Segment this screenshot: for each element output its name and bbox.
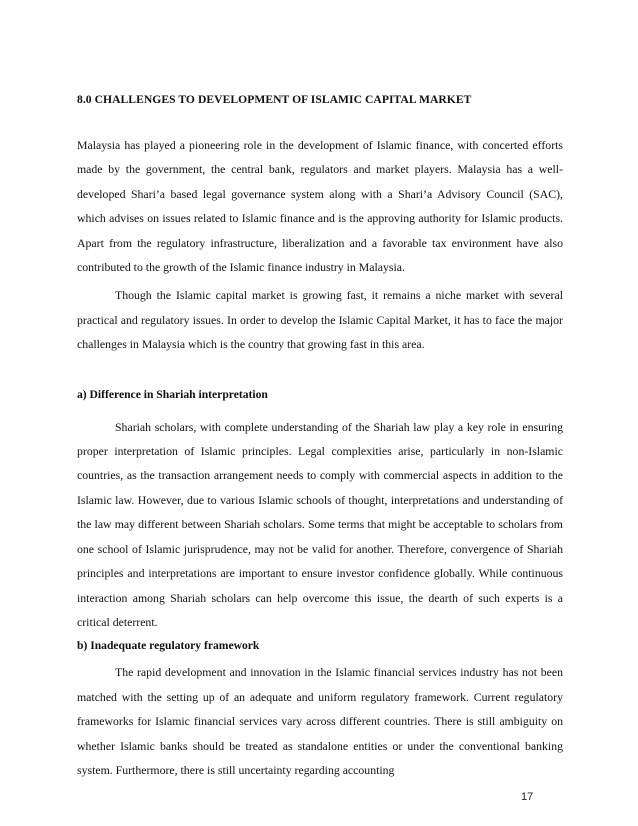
intro-paragraph-niche-market: Though the Islamic capital market is growing fast, it remains a niche market with several practical and regulatory issues. In order to develop the Islamic Capital Market, it has to face the major challenges in Malaysia which is the country that growing fast in this area. [77, 288, 563, 352]
subsection-a-heading: a) Difference in Shariah interpretation [77, 387, 268, 401]
intro-paragraph-malaysia: Malaysia has played a pioneering role in the development of Islamic finance, with concerted efforts made by the government, the central bank, regulators and market players. Malaysia has a well-developed Shari’a based legal governance system along with a Shari’a Advisory Council (SAC), which advises on issues related to Islamic finance and is the approving authority for Islamic products. Apart from the regulatory infrastructure, liberalization and a favorable tax environment have also contributed to the growth of the Islamic finance industry in Malaysia. [77, 138, 563, 275]
subsection-a-paragraph: Shariah scholars, with complete understanding of the Shariah law play a key role in ensuring proper interpretation of Islamic principles. Legal complexities arise, particularly in non-Islamic countries, as the transaction arrangement needs to comply with commercial aspects in addition to the Islamic law. However, due to various Islamic schools of thought, interpretations and understanding of the law may different between Shariah scholars. Some terms that might be acceptable to scholars from one school of Islamic jurisprudence, may not be valid for another. Therefore, convergence of Shariah principles and interpretations are important to ensure investor confidence globally. While continuous interaction among Shariah scholars can help overcome this issue, the dearth of such experts is a critical deterrent. [77, 419, 563, 629]
section-heading: 8.0 CHALLENGES TO DEVELOPMENT OF ISLAMIC CAPITAL MARKET [77, 93, 472, 106]
page-number: 17 [521, 791, 534, 803]
subsection-b-heading: b) Inadequate regulatory framework [77, 639, 260, 653]
subsection-b-paragraph: The rapid development and innovation in the Islamic financial services industry has not been matched with the setting up of an adequate and uniform regulatory framework. Current regulatory frameworks for Islamic financial services vary across different countries. There is still ambiguity on whether Islamic banks should be treated as standalone entities or under the conventional banking system. Furthermore, there is still uncertainty regarding accounting [77, 665, 563, 777]
page-content [77, 92, 563, 782]
